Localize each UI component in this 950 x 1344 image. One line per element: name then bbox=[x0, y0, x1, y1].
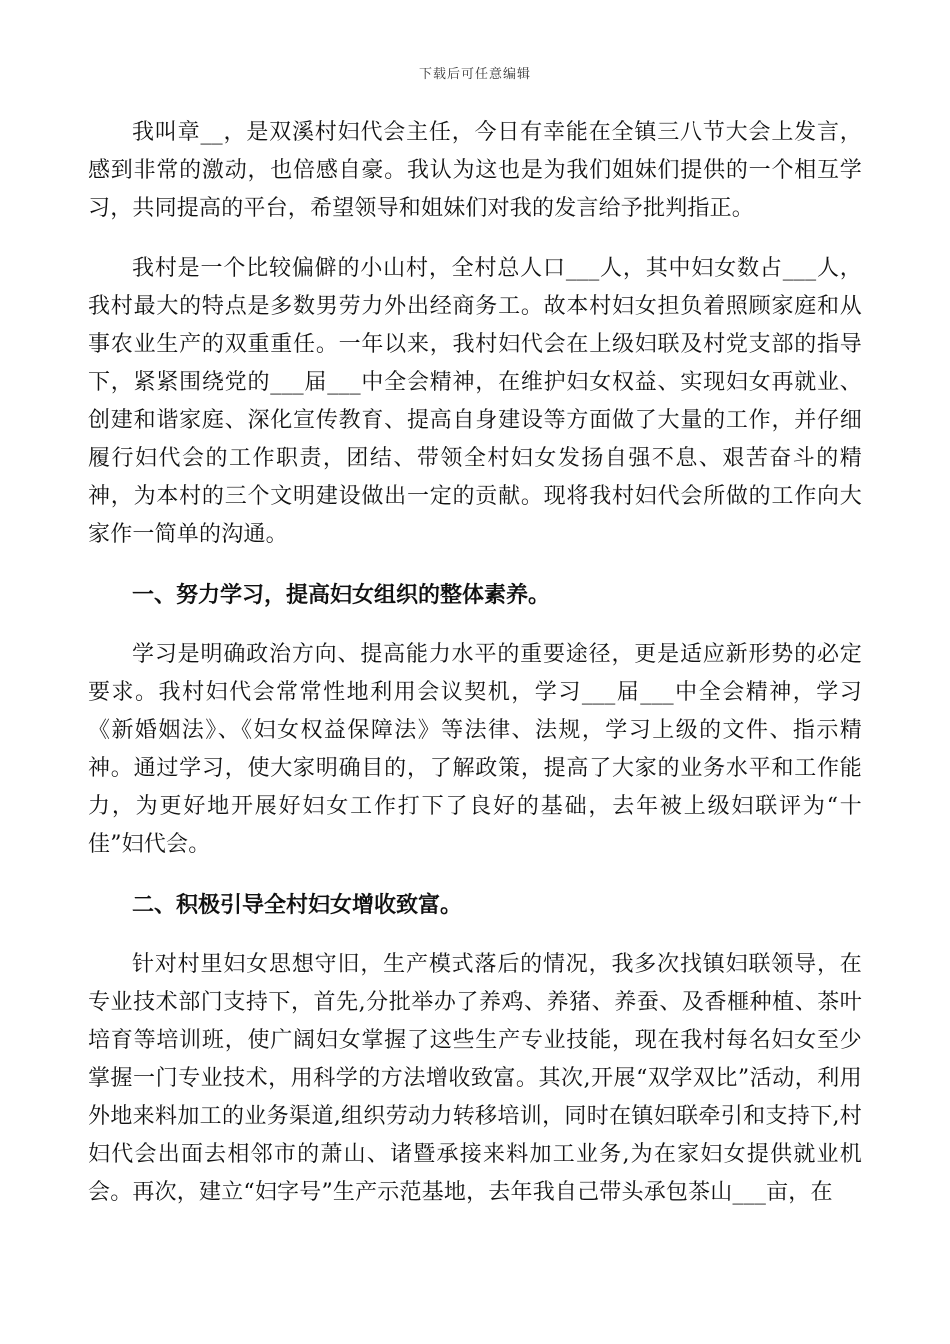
page-header-note: 下载后可任意编辑 bbox=[418, 67, 531, 82]
village-overview-paragraph: 我村是一个比较偏僻的小山村，全村总人口___人，其中妇女数占___人，我村最大的特点是多数男劳力外出经商务工。故本村妇女担负着照顾家庭和从事农业生产的双重重任。一年以来，我村妇代会在上级妇联及村党支部的指导下，紧紧围绕党的___届___中全会精神，在维护妇女权益、实现妇女再就业、创建和谐家庭、深化宣传教育、提高自身建设等方面做了大量的工作，并仔细履行妇代会的工作职责，团结、带领全村妇女发扬自强不息、艰苦奋斗的精神，为本村的三个文明建设做出一定的贡献。现将我村妇代会所做的工作向大家作一简单的沟通。 bbox=[88, 256, 862, 547]
section-paragraph-income: 针对村里妇女思想守旧，生产模式落后的情况，我多次找镇妇联领导，在专业技术部门支持下，首先,分批举办了养鸡、养猪、养蚕、及香榧种植、茶叶培育等培训班，使广阔妇女掌握了这些生产专业技能，现在我村每名妇女至少掌握一门专业技术，用科学的方法增收致富。其次,开展“双学双比”活动，利用外地来料加工的业务渠道,组织劳动力转移培训，同时在镇妇联牵引和支持下,村妇代会出面去相邻市的萧山、诸暨承接来料加工业务,为在家妇女提供就业机会。再次，建立“妇字号”生产示范基地，去年我自己带头承包茶山___亩，在 bbox=[88, 952, 862, 1205]
document-body bbox=[88, 114, 862, 1234]
section-paragraph-study: 学习是明确政治方向、提高能力水平的重要途径，更是适应新形势的必定要求。我村妇代会常常性地利用会议契机，学习___届___中全会精神，学习《新婚姻法》、《妇女权益保障法》等法律、法规，学习上级的文件、指示精神。通过学习，使大家明确目的，了解政策，提高了大家的业务水平和工作能力，为更好地开展好妇女工作打下了良好的基础，去年被上级妇联评为“十佳”妇代会。 bbox=[88, 642, 862, 857]
section-heading-income: 二、积极引导全村妇女增收致富。 bbox=[132, 892, 463, 918]
section-heading-study: 一、努力学习，提高妇女组织的整体素养。 bbox=[132, 582, 551, 608]
intro-paragraph: 我叫章__，是双溪村妇代会主任，今日有幸能在全镇三八节大会上发言，感到非常的激动，也倍感自豪。我认为这也是为我们姐妹们提供的一个相互学习，共同提高的平台，希望领导和姐妹们对我的发言给予批判指正。 bbox=[88, 120, 862, 221]
